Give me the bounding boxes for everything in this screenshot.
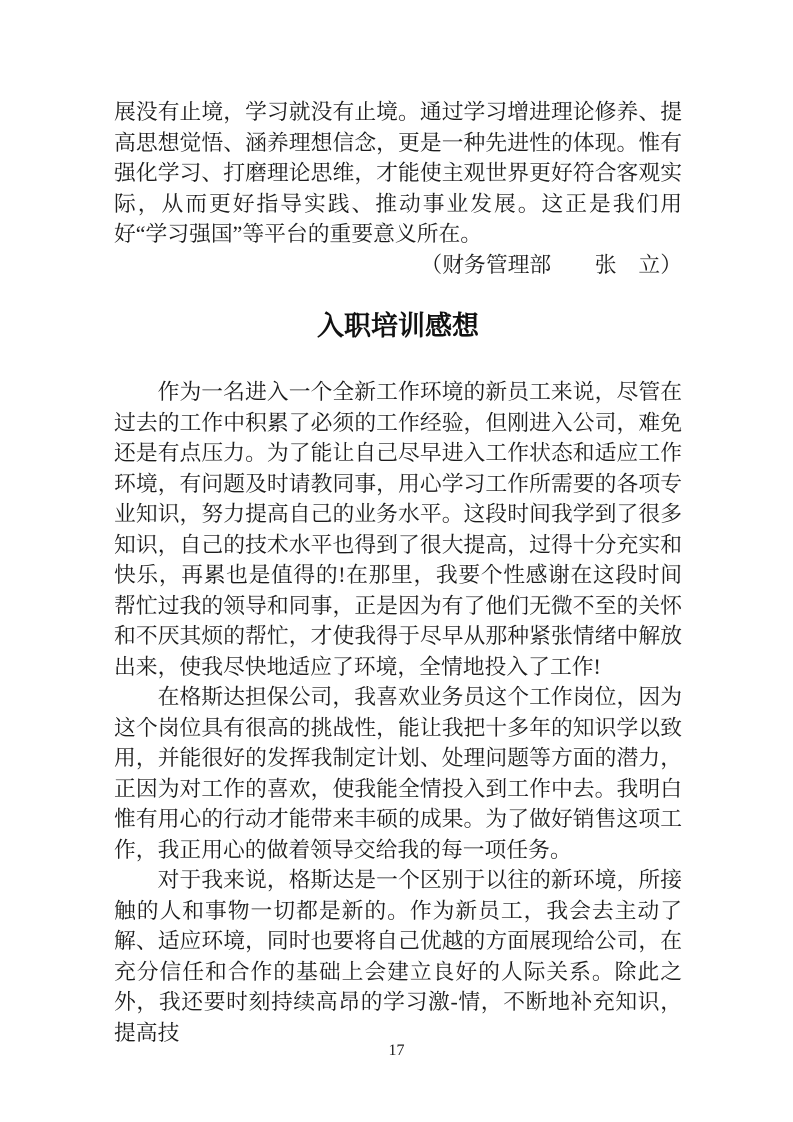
article-title: 入职培训感想 xyxy=(317,311,479,341)
page-number: 17 xyxy=(388,1042,405,1059)
signature-line: （财务管理部 张 立） xyxy=(420,252,682,277)
article-paragraph-2: 在格斯达担保公司，我喜欢业务员这个工作岗位，因为这个岗位具有很高的挑战性，能让我把十多年的知识学以致用，并能很好的发挥我制定计划、处理问题等方面的潜力，正因为对工作的喜欢，使我能全情投入到工作中去。我明白惟有用心的行动才能带来丰硕的成果。为了做好销售这项工作，我正用心的做着领导交给我的每一项任务。 xyxy=(114,685,682,862)
continuation-paragraph: 展没有止境，学习就没有止境。通过学习增进理论修养、提高思想觉悟、涵养理想信念，更是一种先进性的体现。惟有强化学习、打磨理论思维，才能使主观世界更好符合客观实际，从而更好指导实践、推动事业发展。这正是我们用好“学习强国”等平台的重要意义所在。 xyxy=(114,100,682,246)
page-content xyxy=(114,97,682,1048)
article-paragraph-3: 对于我来说，格斯达是一个区别于以往的新环境，所接触的人和事物一切都是新的。作为新员工，我会去主动了解、适应环境，同时也要将自己优越的方面展现给公司，在充分信任和合作的基础上会建立良好的人际关系。除此之外，我还要时刻持续高昂的学习激-情，不断地补充知识，提高技 xyxy=(114,868,682,1045)
article-paragraph-1: 作为一名进入一个全新工作环境的新员工来说，尽管在过去的工作中积累了必须的工作经验，但刚进入公司，难免还是有点压力。为了能让自己尽早进入工作状态和适应工作环境，有问题及时请教同事，用心学习工作所需要的各项专业知识，努力提高自己的业务水平。这段时间我学到了很多知识，自己的技术水平也得到了很大提高，过得十分充实和快乐，再累也是值得的!在那里，我要个性感谢在这段时间帮忙过我的领导和同事，正是因为有了他们无微不至的关怀和不厌其烦的帮忙，才使我得于尽早从那种紧张情绪中解放出来，使我尽快地适应了环境，全情地投入了工作! xyxy=(114,380,682,679)
